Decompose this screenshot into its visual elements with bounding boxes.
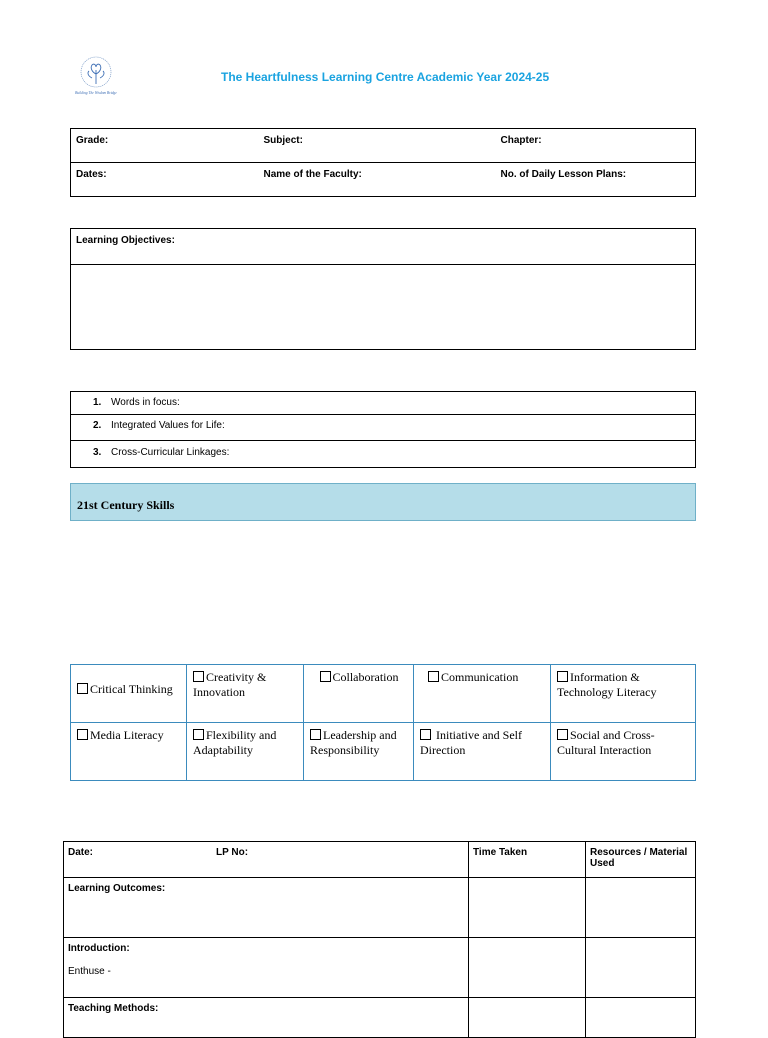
checkbox-icon[interactable] xyxy=(310,729,321,740)
time-taken-header: Time Taken xyxy=(469,842,586,878)
teaching-methods-label: Teaching Methods: xyxy=(64,998,469,1038)
checkbox-icon[interactable] xyxy=(557,729,568,740)
list-item: 1. Words in focus: xyxy=(71,392,696,415)
skill-checkbox[interactable]: Critical Thinking xyxy=(71,665,187,723)
info-table xyxy=(70,128,696,197)
checkbox-icon[interactable] xyxy=(77,683,88,694)
checkbox-icon[interactable] xyxy=(193,729,204,740)
introduction-cell xyxy=(64,938,469,998)
skill-checkbox[interactable]: Leadership and Responsibility xyxy=(304,723,414,781)
skill-checkbox[interactable]: Initiative and Self Direction xyxy=(414,723,551,781)
school-logo xyxy=(68,54,124,98)
numbered-list-table xyxy=(70,391,696,468)
document-title: The Heartfulness Learning Centre Academic Year 2024-25 xyxy=(221,70,550,84)
skill-checkbox[interactable]: Flexibility and Adaptability xyxy=(187,723,304,781)
checkbox-icon[interactable] xyxy=(320,671,331,682)
svg-text:Building The Wisdom Bridge: Building The Wisdom Bridge xyxy=(75,91,117,95)
empty-cell[interactable] xyxy=(586,878,696,938)
skills-heading-bar xyxy=(70,483,696,521)
checkbox-icon[interactable] xyxy=(557,671,568,682)
skill-checkbox[interactable]: Communication xyxy=(414,665,551,723)
skill-checkbox[interactable]: Collaboration xyxy=(304,665,414,723)
resources-header: Resources / Material Used xyxy=(586,842,696,878)
lp-no-label: LP No: xyxy=(216,847,249,858)
lesson-plan-table xyxy=(63,841,696,1038)
learning-objectives-table xyxy=(70,228,696,350)
date-lp-cell xyxy=(64,842,469,878)
learning-outcomes-label: Learning Outcomes: xyxy=(64,878,469,938)
grade-label: Grade: xyxy=(71,129,259,163)
checkbox-icon[interactable] xyxy=(77,729,88,740)
learning-objectives-label: Learning Objectives: xyxy=(71,229,696,265)
skill-checkbox[interactable]: Media Literacy xyxy=(71,723,187,781)
enthuse-label: Enthuse - xyxy=(68,966,111,977)
learning-objectives-area[interactable] xyxy=(71,265,696,350)
date-label: Date: xyxy=(68,847,94,858)
list-item: 2. Integrated Values for Life: xyxy=(71,415,696,441)
daily-plans-label: No. of Daily Lesson Plans: xyxy=(496,163,696,197)
list-item: 3. Cross-Curricular Linkages: xyxy=(71,441,696,468)
skill-checkbox[interactable]: Creativity & Innovation xyxy=(187,665,304,723)
faculty-label: Name of the Faculty: xyxy=(259,163,496,197)
empty-cell[interactable] xyxy=(586,998,696,1038)
skill-checkbox[interactable]: Social and Cross-Cultural Interaction xyxy=(551,723,696,781)
empty-cell[interactable] xyxy=(469,998,586,1038)
subject-label: Subject: xyxy=(259,129,496,163)
introduction-label: Introduction: xyxy=(68,943,130,954)
chapter-label: Chapter: xyxy=(496,129,696,163)
empty-cell[interactable] xyxy=(469,878,586,938)
skills-heading: 21st Century Skills xyxy=(77,498,175,512)
empty-cell[interactable] xyxy=(469,938,586,998)
checkbox-icon[interactable] xyxy=(428,671,439,682)
dates-label: Dates: xyxy=(71,163,259,197)
skill-checkbox[interactable]: Information & Technology Literacy xyxy=(551,665,696,723)
empty-cell[interactable] xyxy=(586,938,696,998)
checkbox-icon[interactable] xyxy=(193,671,204,682)
skills-table xyxy=(70,664,696,781)
checkbox-icon[interactable] xyxy=(420,729,431,740)
